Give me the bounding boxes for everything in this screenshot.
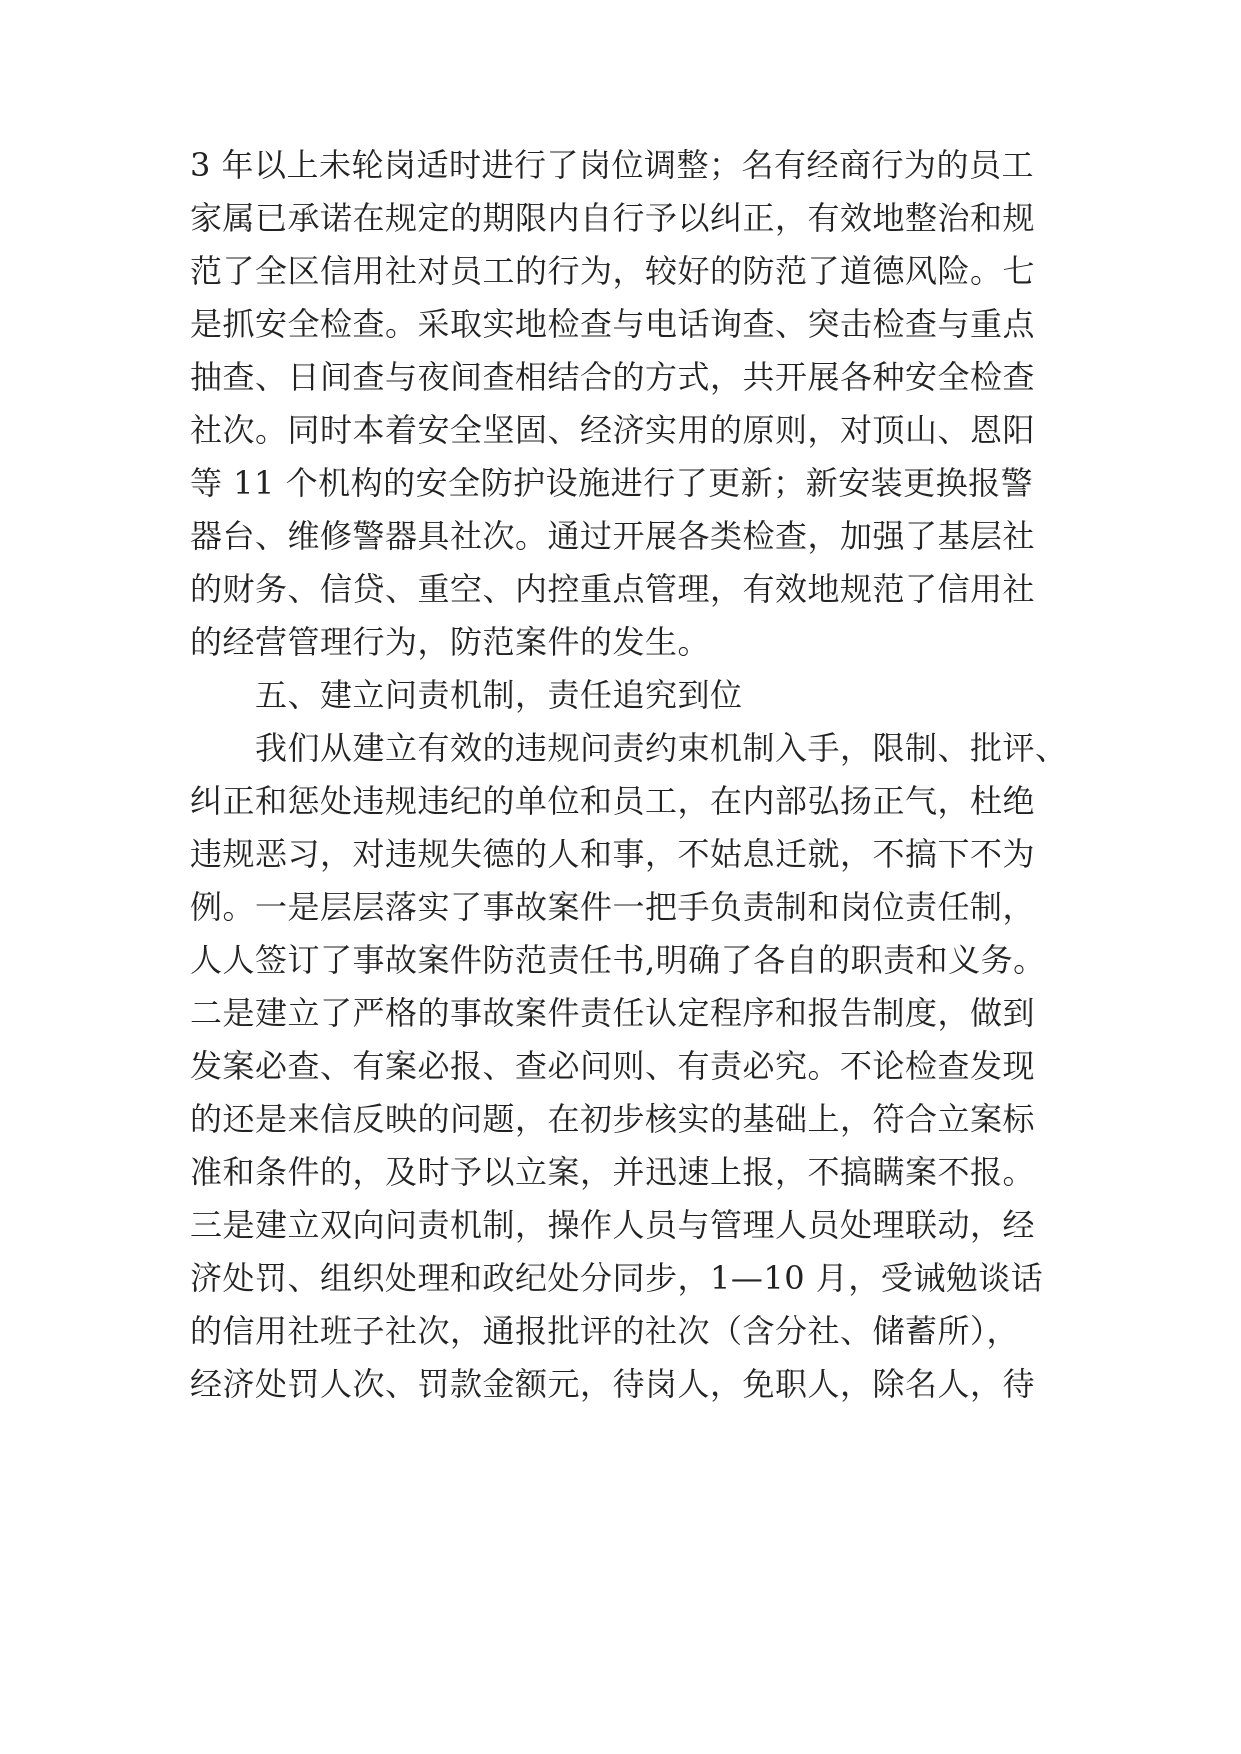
text-line: 社次。同时本着安全坚固、经济实用的原则，对顶山、恩阳 (190, 411, 1036, 449)
text-line: 的财务、信贷、重空、内控重点管理，有效地规范了信用社 (190, 570, 1036, 608)
text-line: 3 年以上未轮岗适时进行了岗位调整；名有经商行为的员工 (190, 146, 1035, 184)
text-line: 纠正和惩处违规违纪的单位和员工，在内部弘扬正气，杜绝 (190, 782, 1036, 820)
text-line: 的信用社班子社次，通报批评的社次（含分社、储蓄所）， (190, 1312, 1020, 1350)
text-line: 等 11 个机构的安全防护设施进行了更新；新安装更换报警 (190, 464, 1034, 502)
text-line: 我们从建立有效的违规问责约束机制入手，限制、批评、 (255, 729, 1068, 767)
text-line: 三是建立双向问责机制，操作人员与管理人员处理联动，经 (190, 1206, 1036, 1244)
text-line: 的经营管理行为，防范案件的发生。 (190, 623, 711, 661)
text-line: 发案必查、有案必报、查必问则、有责必究。不论检查发现 (190, 1047, 1036, 1085)
text-line: 是抓安全检查。采取实地检查与电话询查、突击检查与重点 (190, 305, 1036, 343)
text-line: 经济处罚人次、罚款金额元，待岗人，免职人，除名人，待 (190, 1365, 1036, 1403)
text-line: 器台、维修警器具社次。通过开展各类检查，加强了基层社 (190, 517, 1036, 555)
text-line: 准和条件的，及时予以立案，并迅速上报，不搞瞒案不报。 (190, 1153, 1036, 1191)
text-line: 人人签订了事故案件防范责任书,明确了各自的职责和义务。 (190, 941, 1046, 979)
text-line: 济处罚、组织处理和政纪处分同步，1—10 月，受诫勉谈话 (190, 1259, 1044, 1297)
text-line: 抽查、日间查与夜间查相结合的方式，共开展各种安全检查 (190, 358, 1036, 396)
section-heading: 五、建立问责机制，责任追究到位 (255, 676, 743, 714)
text-line: 范了全区信用社对员工的行为，较好的防范了道德风险。七 (190, 252, 1036, 290)
text-line: 的还是来信反映的问题，在初步核实的基础上，符合立案标 (190, 1100, 1036, 1138)
text-line: 家属已承诺在规定的期限内自行予以纠正，有效地整治和规 (190, 199, 1036, 237)
text-line: 例。一是层层落实了事故案件一把手负责制和岗位责任制， (190, 888, 1036, 926)
text-line: 二是建立了严格的事故案件责任认定程序和报告制度，做到 (190, 994, 1036, 1032)
text-line: 违规恶习，对违规失德的人和事，不姑息迁就，不搞下不为 (190, 835, 1036, 873)
